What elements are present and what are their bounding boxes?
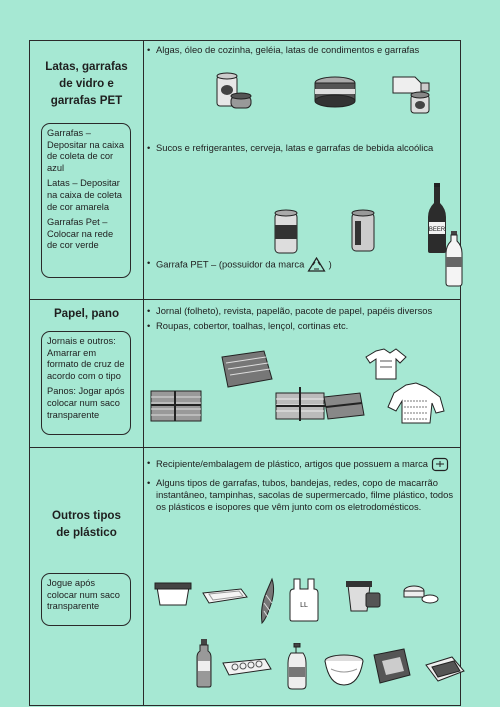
category-column — [30, 299, 144, 447]
pet-bullet-close: ) — [328, 258, 332, 270]
item-bullet: • Sucos e refrigerantes, cerveja, latas e garrafas de bebida alcoólica — [147, 142, 456, 154]
item-bullet: • Algas, óleo de cozinha, geléia, latas de condimentos e garrafas — [147, 44, 456, 56]
mesh-bag-icon — [258, 577, 280, 625]
plastic-recycle-mark-icon — [431, 457, 449, 472]
sweater-icon — [386, 379, 448, 429]
cardboard-bundle-icon — [320, 391, 366, 423]
beverage-can-icon — [349, 209, 377, 255]
egg-carton-icon — [221, 655, 273, 679]
bottle-caps-icon — [400, 581, 440, 609]
item-bullet: • Roupas, cobertor, toalhas, lençol, cortinas etc. — [147, 320, 456, 332]
canned-food-icon — [213, 70, 255, 112]
section-other-plastics — [30, 447, 460, 705]
item-bullet — [147, 457, 456, 472]
section-title: Latas, garrafas de vidro e garrafas PET — [45, 60, 128, 107]
instruction-box — [41, 331, 131, 435]
instruction-text: Garrafas – Depositar na caixa de coleta de cor azul — [47, 128, 124, 173]
instruction-text: Jogue após colocar num saco transparente — [47, 578, 120, 612]
instruction-text: Jornais e outros: Amarrar em formato de cruz de acordo com o tipo — [47, 336, 125, 381]
item-bullet — [147, 257, 456, 273]
recycling-guide-table — [29, 40, 461, 706]
instruction-text: Garrafas Pet – Colocar na rede de cor verde — [47, 217, 114, 251]
foam-tray-icon — [201, 587, 249, 607]
item-bullet: • Alguns tipos de garrafas, tubos, bandejas, redes, copo de macarrão instantâneo, tampinhas, sacolas de supermercado, filme plástico, todos os plásticos e isopores que vêm junto com os eletrodomésticos. — [147, 477, 456, 513]
snack-package-icon — [368, 647, 414, 687]
items-column — [144, 299, 460, 447]
plastic-container-icon — [153, 579, 193, 611]
instruction-text: Latas – Depositar na caixa de coleta de cor amarela — [47, 178, 122, 212]
instruction-box — [41, 573, 131, 626]
beer-label-text: BEER — [428, 227, 446, 233]
shirt-icon — [362, 347, 410, 383]
cup-noodle-icon — [342, 575, 382, 617]
pet-recycle-mark-icon — [307, 257, 326, 273]
bag-label-text: LL — [300, 602, 308, 609]
items-column — [144, 447, 460, 705]
shampoo-bottle-icon — [286, 643, 308, 691]
pet-bottle-icon — [444, 231, 464, 287]
sauce-bottle-icon — [196, 639, 212, 689]
section-cans-bottles — [30, 41, 460, 300]
shopping-bag-icon — [288, 577, 320, 623]
item-bullet: • Jornal (folheto), revista, papelão, pacote de papel, papéis diversos — [147, 305, 456, 317]
instruction-box — [41, 123, 131, 278]
section-title: Outros tipos de plástico — [52, 509, 121, 539]
drink-can-icon — [272, 209, 300, 257]
section-title: Papel, pano — [53, 307, 120, 320]
round-tin-icon — [312, 75, 358, 111]
condiment-jar-icon — [389, 67, 435, 115]
pet-bullet-text: Garrafa PET – (possuidor da marca — [156, 258, 305, 270]
instruction-text: Panos: Jogar após colocar num saco transparente — [47, 386, 125, 420]
magazine-icon — [214, 349, 276, 389]
items-column — [144, 41, 460, 299]
plastic-bowl-icon — [323, 651, 365, 689]
plastic-bullet-text: Recipiente/embalagem de plástico, artigos que possuem a marca — [156, 457, 429, 469]
category-column — [30, 41, 144, 299]
packaging-film-icon — [422, 651, 466, 685]
section-paper-cloth — [30, 299, 460, 448]
category-column — [30, 447, 144, 705]
newspaper-stack-icon — [147, 383, 207, 427]
